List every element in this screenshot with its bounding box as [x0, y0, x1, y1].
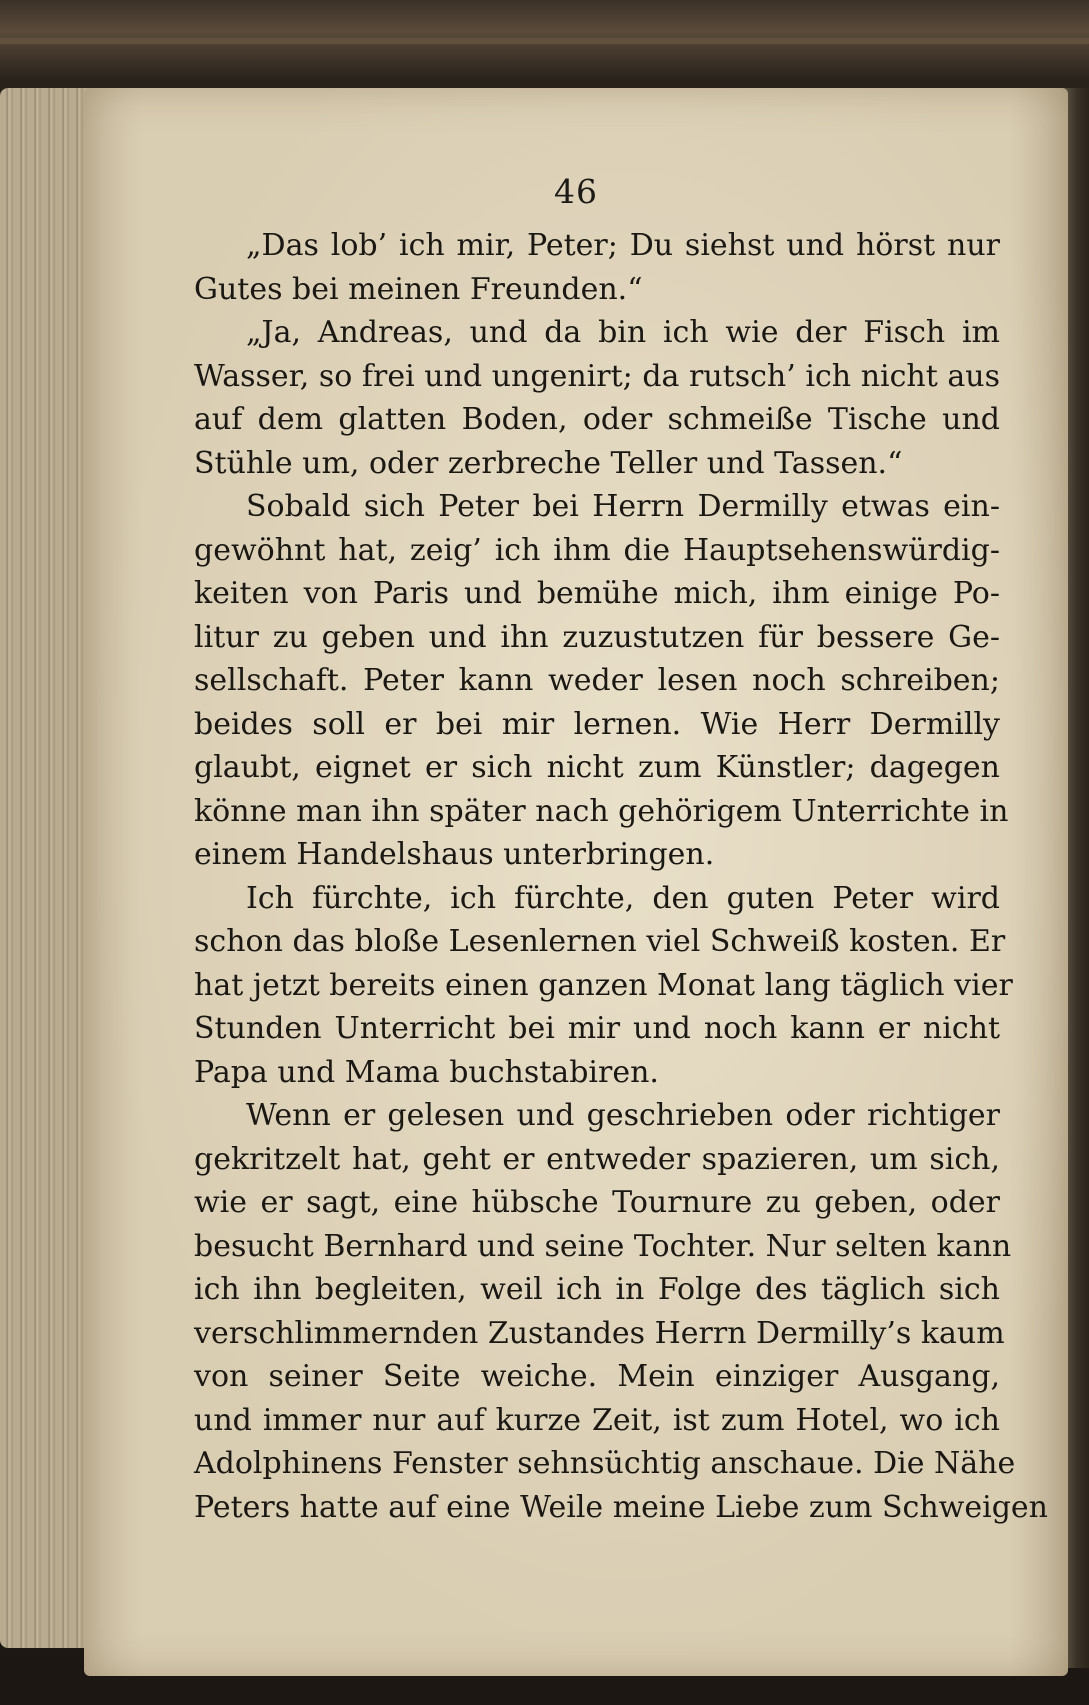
text-line: verschlimmernden Zustandes Herrn Dermilly’s kaum	[194, 1315, 1005, 1351]
text-line: glaubt, eignet er sich nicht zum Künstler; dagegen	[194, 750, 1000, 785]
text-line: beides soll er bei mir lernen. Wie Herr Dermilly	[194, 706, 1000, 742]
text-line: Ich fürchte, ich fürchte, den guten Peter wird	[246, 880, 1000, 916]
text-line: besucht Bernhard und seine Tochter. Nur selten kann	[194, 1228, 1012, 1264]
text-line: Adolphinens Fenster sehnsüchtig anschaue. Die Nähe	[194, 1446, 1016, 1481]
text-line: „Ja, Andreas, und da bin ich wie der Fisch im	[246, 315, 1000, 350]
text-line: von seiner Seite weiche. Mein einziger Ausgang,	[194, 1359, 1000, 1394]
text-line: litur zu geben und ihn zuzustutzen für bessere Ge-	[194, 619, 1000, 655]
text-line: gekritzelt hat, geht er entweder spazieren, um sich,	[194, 1141, 1000, 1177]
text-line: sellschaft. Peter kann weder lesen noch schreiben;	[194, 663, 1000, 698]
book-spine	[0, 0, 1089, 78]
text-line: Sobald sich Peter bei Herrn Dermilly etwas ein-	[246, 489, 1000, 524]
text-line: könne man ihn später nach gehörigem Unterrichte in	[194, 793, 1009, 829]
text-line: schon das bloße Lesenlernen viel Schweiß kosten. Er	[194, 924, 1006, 959]
book-page	[84, 88, 1068, 1676]
page-number: 46	[554, 172, 598, 211]
body-text	[194, 224, 1048, 1529]
text-line: Peters hatte auf eine Weile meine Liebe zum Schweigen	[194, 1489, 1048, 1525]
text-line: „Das lob’ ich mir, Peter; Du siehst und hörst nur	[246, 228, 1000, 263]
text-line: und immer nur auf kurze Zeit, ist zum Hotel, wo ich	[194, 1402, 1000, 1438]
text-line: gewöhnt hat, zeig’ ich ihm die Hauptsehenswürdig-	[194, 532, 1000, 568]
text-line: Gutes bei meinen Freunden.“	[194, 271, 643, 307]
text-line: einem Handelshaus unterbringen.	[194, 837, 715, 872]
text-line: Wenn er gelesen und geschrieben oder richtiger	[246, 1098, 1000, 1133]
text-line: wie er sagt, eine hübsche Tournure zu geben, oder	[194, 1185, 1000, 1220]
text-line: ich ihn begleiten, weil ich in Folge des täglich sich	[194, 1272, 1000, 1307]
text-line: Stunden Unterricht bei mir und noch kann er nicht	[194, 1011, 1000, 1046]
text-line: keiten von Paris und bemühe mich, ihm einige Po-	[194, 576, 1000, 611]
text-line: auf dem glatten Boden, oder schmeiße Tische und	[194, 402, 1000, 437]
text-line: Stühle um, oder zerbreche Teller und Tassen.“	[194, 445, 903, 481]
text-line: Papa und Mama buchstabiren.	[194, 1054, 659, 1090]
page-edges-left	[0, 88, 96, 1648]
text-line: hat jetzt bereits einen ganzen Monat lang täglich vier	[194, 967, 1013, 1003]
text-line: Wasser, so frei und ungenirt; da rutsch’ ich nicht aus	[194, 358, 1000, 394]
